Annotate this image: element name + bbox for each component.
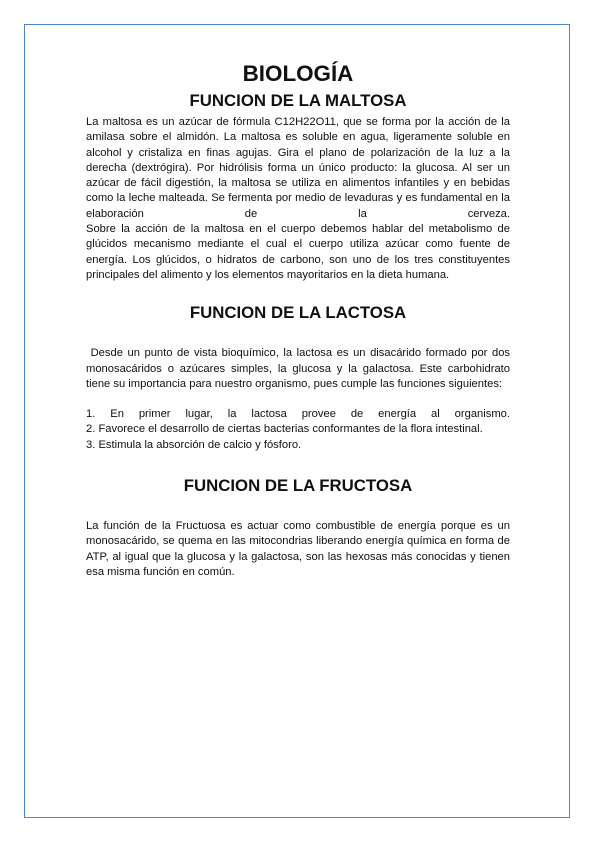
heading-lactosa: FUNCION DE LA LACTOSA: [189, 303, 407, 323]
heading-maltosa: FUNCION DE LA MALTOSA: [189, 91, 407, 110]
document-title: BIOLOGÍA: [242, 61, 354, 86]
list-item: 1. En primer lugar, la lactosa provee de energía al organismo.: [86, 408, 510, 421]
fructosa-paragraph-1: La función de la Fructuosa es actuar como combustible de energía porque es un monosacárido, se quema en las mitocondrias liberando energía química en forma de ATP, al igual que la glucosa y la galactosa, son las hexosas más conocidas y tienen esa misma función en común.: [86, 520, 510, 578]
heading-fructosa: FUNCION DE LA FRUCTOSA: [183, 476, 413, 496]
lactosa-functions-list: [86, 407, 510, 453]
maltosa-paragraph-2: Sobre la acción de la maltosa en el cuerpo debemos hablar del metabolismo de glúcidos mecanismo mediante el cual el cuerpo utiliza azúcar como fuente de energía. Los glúcidos, o hidratos de carbono, son uno de los tres constituyentes principales del alimento y los elementos mayoritarios en la dieta humana.: [86, 223, 510, 281]
lactosa-paragraph-1: Desde un punto de vista bioquímico, la lactosa es un disacárido formado por dos monosacáridos o azúcares simples, la glucosa y la galactosa. Este carbohidrato tiene su importancia para nuestro organismo, pues cumple las funciones siguientes:: [86, 347, 514, 390]
list-item: 3. Estimula la absorción de calcio y fósforo.: [86, 438, 302, 451]
document-content: [86, 61, 514, 580]
maltosa-paragraph-1: La maltosa es un azúcar de fórmula C12H22O11, que se forma por la acción de la amilasa sobre el almidón. La maltosa es soluble en agua, ligeramente soluble en alcohol y cristaliza en finas agujas. Gira el plano de polarización de la luz a la derecha (dextrógira). Por hidrólisis forma un único producto: la glucosa. Al ser un azúcar de fácil digestión, la maltosa se utiliza en alimentos infantiles y en bebidas como la leche malteada. Se fermenta por medio de levaduras y es fundamental en la elaboración de la cerveza.: [86, 116, 510, 220]
list-item: 2. Favorece el desarrollo de ciertas bacterias conformantes de la flora intestinal.: [86, 423, 483, 436]
section-lactosa: [86, 303, 514, 453]
section-maltosa: [86, 93, 510, 283]
section-fructosa: [86, 478, 510, 580]
